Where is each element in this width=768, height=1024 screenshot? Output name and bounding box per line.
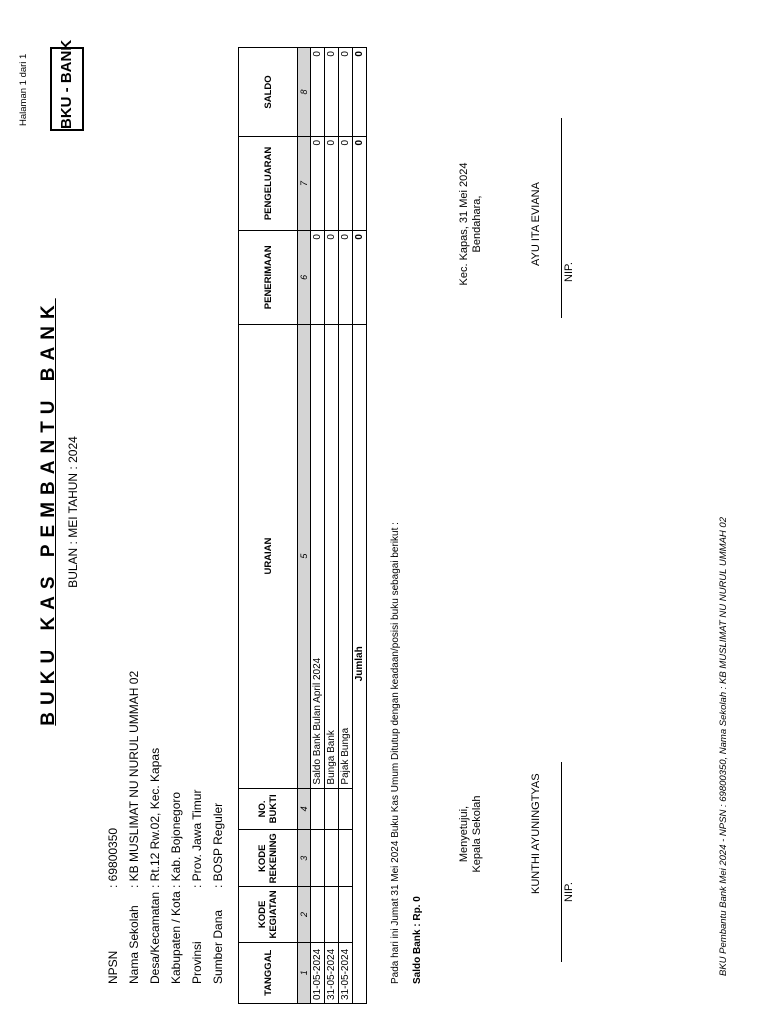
left-sign-line2: Kepala Sekolah [471, 795, 483, 873]
cell-pengeluaran: 0 [325, 136, 339, 230]
cell-uraian: Saldo Bank Bulan April 2024 [311, 324, 325, 788]
col-header-tanggal: TANGGAL [239, 942, 298, 1003]
footer-left-text: BKU Pembantu Bank Mei 2024 - NPSN : 69800350, Nama Sekolah : KB MUSLIMAT NU NURUL UMMAH 02 [718, 516, 729, 976]
col-number: 5 [298, 324, 311, 788]
bku-table [238, 47, 367, 1004]
cell-saldo: 0 [325, 48, 339, 137]
cell-no-bukti [325, 788, 339, 830]
footer-page-number: Halaman 1 dari 1 [18, 53, 29, 126]
cell-pengeluaran: 0 [311, 136, 325, 230]
saldo-bank: Saldo Bank : Rp. 0 [412, 896, 423, 984]
cell-kode-rekening [325, 830, 339, 887]
cell-no-bukti [339, 788, 353, 830]
info-label-nama-sekolah: Nama Sekolah [127, 905, 141, 984]
info-value-npsn: : 69800350 [106, 827, 120, 888]
col-header-kode-rekening: KODE REKENING [239, 830, 298, 887]
info-label-sumber-dana: Sumber Dana [211, 909, 225, 984]
cell-kode-kegiatan [325, 887, 339, 942]
col-header-kode-kegiatan: KODE KEGIATAN [239, 887, 298, 942]
col-number: 7 [298, 136, 311, 230]
right-sign-line [561, 118, 562, 318]
cell-kode-rekening [311, 830, 325, 887]
document-subtitle: BULAN : MEI TAHUN : 2024 [66, 436, 80, 588]
info-value-kabupaten: : Kab. Bojonegoro [169, 791, 183, 888]
cell-tanggal: 01-05-2024 [311, 942, 325, 1003]
cell-uraian: Bunga Bank [325, 324, 339, 788]
table-total-row [353, 48, 367, 1004]
info-value-provinsi: : Prov. Jawa Timur [190, 789, 204, 888]
cell-saldo: 0 [339, 48, 353, 137]
left-sign-line [561, 762, 562, 962]
right-sign-line1: Kec. Kapas, 31 Mei 2024 [458, 162, 470, 286]
cell-penerimaan: 0 [325, 231, 339, 325]
total-saldo: 0 [353, 48, 367, 137]
info-label-npsn: NPSN [106, 950, 120, 984]
col-header-saldo: SALDO [239, 48, 298, 137]
info-value-nama-sekolah: : KB MUSLIMAT NU NURUL UMMAH 02 [127, 670, 141, 888]
col-number: 1 [298, 942, 311, 1003]
cell-pengeluaran: 0 [339, 136, 353, 230]
col-header-pengeluaran: PENGELUARAN [239, 136, 298, 230]
table-row [339, 48, 353, 1004]
info-label-kabupaten: Kabupaten / Kota [169, 891, 183, 984]
total-label: Jumlah [353, 324, 367, 1003]
info-label-provinsi: Provinsi [190, 941, 204, 984]
closing-statement: Pada hari ini Jumat 31 Mei 2024 Buku Kas Umum Ditutup dengan keadaan/posisi buku sebagai berikut : [390, 522, 401, 984]
info-value-desa-kecamatan: : Rt.12 Rw.02, Kec. Kapas [148, 747, 162, 888]
document-title: BUKU KAS PEMBANTU BANK [38, 298, 59, 726]
right-sign-nip: NIP. [563, 262, 575, 282]
total-pengeluaran: 0 [353, 136, 367, 230]
cell-penerimaan: 0 [311, 231, 325, 325]
left-sign-name: KUNTHI AYUNINGTYAS [530, 773, 542, 894]
table-row [325, 48, 339, 1004]
cell-penerimaan: 0 [339, 231, 353, 325]
col-header-uraian: URAIAN [239, 324, 298, 788]
cell-uraian: Pajak Bunga [339, 324, 353, 788]
right-sign-name: AYU ITA EVIANA [530, 182, 542, 266]
cell-tanggal: 31-05-2024 [339, 942, 353, 1003]
col-header-penerimaan: PENERIMAAN [239, 231, 298, 325]
left-sign-nip: NIP. [563, 882, 575, 902]
col-header-no-bukti: NO. BUKTI [239, 788, 298, 830]
info-value-sumber-dana: : BOSP Reguler [211, 802, 225, 888]
cell-no-bukti [311, 788, 325, 830]
col-number: 8 [298, 48, 311, 137]
cell-kode-rekening [339, 830, 353, 887]
table-row [311, 48, 325, 1004]
cell-kode-kegiatan [339, 887, 353, 942]
col-number: 3 [298, 830, 311, 887]
bku-bank-badge: BKU - BANK [50, 47, 84, 131]
cell-tanggal: 31-05-2024 [325, 942, 339, 1003]
info-label-desa-kecamatan: Desa/Kecamatan [148, 891, 162, 984]
col-number: 6 [298, 231, 311, 325]
left-sign-line1: Menyetujui, [458, 805, 470, 863]
col-number: 2 [298, 887, 311, 942]
total-penerimaan: 0 [353, 231, 367, 325]
col-number: 4 [298, 788, 311, 830]
cell-kode-kegiatan [311, 887, 325, 942]
cell-saldo: 0 [311, 48, 325, 137]
right-sign-line2: Bendahara, [471, 195, 483, 253]
